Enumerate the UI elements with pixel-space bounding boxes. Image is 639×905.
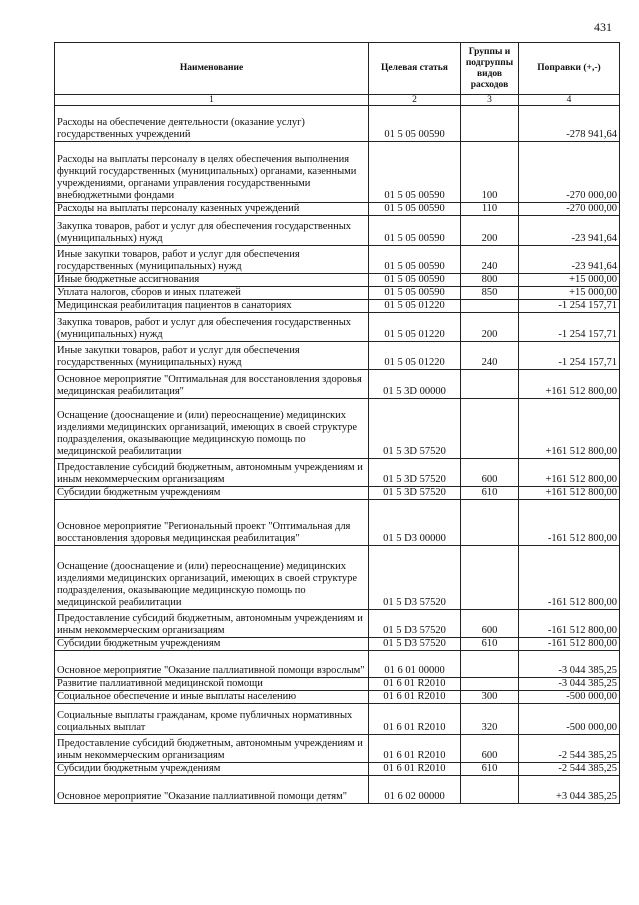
row-name-cell: Расходы на обеспечение деятельности (оказание услуг) государственных учреждений <box>55 106 369 142</box>
row-amount-cell: +161 512 800,00 <box>519 459 620 487</box>
row-code-cell: 01 5 05 00590 <box>369 246 461 274</box>
row-name-cell: Расходы на выплаты персоналу казенных учреждений <box>55 203 369 216</box>
row-name-cell: Предоставление субсидий бюджетным, автономным учреждениям и иным некоммерческим организациям <box>55 459 369 487</box>
row-code-cell: 01 6 01 R2010 <box>369 704 461 735</box>
row-code-cell: 01 6 02 00000 <box>369 776 461 804</box>
row-name-cell: Закупка товаров, работ и услуг для обеспечения государственных (муниципальных) нужд <box>55 216 369 246</box>
row-name-cell: Предоставление субсидий бюджетным, автономным учреждениям и иным некоммерческим организациям <box>55 735 369 763</box>
row-name-cell: Социальные выплаты гражданам, кроме публичных нормативных социальных выплат <box>55 704 369 735</box>
row-amount-cell: -3 044 385,25 <box>519 678 620 691</box>
row-group-cell: 100 <box>461 142 519 203</box>
row-code-cell: 01 6 01 R2010 <box>369 691 461 704</box>
row-code-cell: 01 5 D3 00000 <box>369 500 461 546</box>
row-name-cell: Субсидии бюджетным учреждениям <box>55 638 369 651</box>
header-group: Группы и подгруппы видов расходов <box>461 43 519 95</box>
row-name-cell: Медицинская реабилитация пациентов в санаториях <box>55 300 369 313</box>
column-number-row <box>55 95 620 106</box>
table-row <box>55 342 620 370</box>
row-group-cell <box>461 500 519 546</box>
row-group-cell: 600 <box>461 735 519 763</box>
table-row <box>55 287 620 300</box>
row-group-cell: 800 <box>461 274 519 287</box>
table-row <box>55 678 620 691</box>
row-name-cell: Оснащение (дооснащение и (или) переоснащение) медицинских изделиями медицинских организаций, имеющих в своей структуре подразделения, оказывающие медицинскую помощь по медицинской реабилитации <box>55 546 369 610</box>
header-name: Наименование <box>55 43 369 95</box>
table-row <box>55 546 620 610</box>
row-amount-cell: -500 000,00 <box>519 704 620 735</box>
row-group-cell: 600 <box>461 459 519 487</box>
table-row <box>55 704 620 735</box>
col-number-2: 2 <box>369 95 461 106</box>
table-row <box>55 487 620 500</box>
table-row <box>55 399 620 459</box>
row-name-cell: Основное мероприятие "Региональный проект "Оптимальная для восстановления здоровья медицинская реабилитация" <box>55 500 369 546</box>
table-row <box>55 142 620 203</box>
row-amount-cell: -1 254 157,71 <box>519 342 620 370</box>
row-amount-cell: -161 512 800,00 <box>519 546 620 610</box>
row-code-cell: 01 5 3D 00000 <box>369 370 461 399</box>
row-group-cell: 320 <box>461 704 519 735</box>
row-amount-cell: -1 254 157,71 <box>519 313 620 342</box>
row-code-cell: 01 5 3D 57520 <box>369 487 461 500</box>
row-name-cell: Развитие паллиативной медицинской помощи <box>55 678 369 691</box>
table-row <box>55 216 620 246</box>
row-group-cell <box>461 678 519 691</box>
row-name-cell: Иные бюджетные ассигнования <box>55 274 369 287</box>
row-amount-cell: +161 512 800,00 <box>519 487 620 500</box>
row-amount-cell: +15 000,00 <box>519 287 620 300</box>
table-row <box>55 300 620 313</box>
table-row <box>55 274 620 287</box>
table-row <box>55 691 620 704</box>
row-amount-cell: -500 000,00 <box>519 691 620 704</box>
row-group-cell: 610 <box>461 487 519 500</box>
row-name-cell: Оснащение (дооснащение и (или) переоснащение) медицинских изделиями медицинских организаций, имеющих в своей структуре подразделения, оказывающие медицинскую помощь по медицинской реабилитации <box>55 399 369 459</box>
row-amount-cell: -2 544 385,25 <box>519 735 620 763</box>
col-number-3: 3 <box>461 95 519 106</box>
row-group-cell <box>461 370 519 399</box>
row-name-cell: Основное мероприятие "Оказание паллиативной помощи детям" <box>55 776 369 804</box>
row-code-cell: 01 5 3D 57520 <box>369 399 461 459</box>
header-code: Целевая статья <box>369 43 461 95</box>
table-row <box>55 763 620 776</box>
row-code-cell: 01 5 05 01220 <box>369 342 461 370</box>
row-group-cell: 610 <box>461 763 519 776</box>
row-amount-cell: -23 941,64 <box>519 246 620 274</box>
row-group-cell: 600 <box>461 610 519 638</box>
row-name-cell: Уплата налогов, сборов и иных платежей <box>55 287 369 300</box>
table-row <box>55 776 620 804</box>
row-name-cell: Основное мероприятие "Оказание паллиативной помощи взрослым" <box>55 651 369 678</box>
row-group-cell: 240 <box>461 342 519 370</box>
row-group-cell: 610 <box>461 638 519 651</box>
table-row <box>55 246 620 274</box>
row-group-cell: 300 <box>461 691 519 704</box>
row-amount-cell: -161 512 800,00 <box>519 610 620 638</box>
row-group-cell <box>461 651 519 678</box>
row-amount-cell: -2 544 385,25 <box>519 763 620 776</box>
row-code-cell: 01 5 D3 57520 <box>369 546 461 610</box>
table-row <box>55 651 620 678</box>
row-group-cell: 850 <box>461 287 519 300</box>
row-amount-cell: -270 000,00 <box>519 203 620 216</box>
page-number: 431 <box>594 20 612 34</box>
row-amount-cell: -23 941,64 <box>519 216 620 246</box>
row-amount-cell: -161 512 800,00 <box>519 638 620 651</box>
row-amount-cell: +3 044 385,25 <box>519 776 620 804</box>
row-code-cell: 01 5 05 00590 <box>369 203 461 216</box>
table-row <box>55 500 620 546</box>
row-amount-cell: +161 512 800,00 <box>519 399 620 459</box>
row-group-cell: 200 <box>461 313 519 342</box>
row-name-cell: Субсидии бюджетным учреждениям <box>55 763 369 776</box>
row-amount-cell: -3 044 385,25 <box>519 651 620 678</box>
row-code-cell: 01 6 01 R2010 <box>369 678 461 691</box>
row-name-cell: Иные закупки товаров, работ и услуг для обеспечения государственных (муниципальных) нужд <box>55 342 369 370</box>
row-group-cell <box>461 399 519 459</box>
table-row <box>55 610 620 638</box>
row-code-cell: 01 5 3D 57520 <box>369 459 461 487</box>
row-name-cell: Социальное обеспечение и иные выплаты населению <box>55 691 369 704</box>
row-code-cell: 01 6 01 R2010 <box>369 763 461 776</box>
row-group-cell <box>461 106 519 142</box>
row-code-cell: 01 6 01 R2010 <box>369 735 461 763</box>
row-group-cell <box>461 546 519 610</box>
table-row <box>55 370 620 399</box>
col-number-1: 1 <box>55 95 369 106</box>
budget-table <box>54 42 620 804</box>
row-code-cell: 01 5 05 00590 <box>369 287 461 300</box>
row-name-cell: Иные закупки товаров, работ и услуг для обеспечения государственных (муниципальных) нужд <box>55 246 369 274</box>
row-code-cell: 01 5 05 01220 <box>369 300 461 313</box>
table-row <box>55 106 620 142</box>
row-name-cell: Закупка товаров, работ и услуг для обеспечения государственных (муниципальных) нужд <box>55 313 369 342</box>
row-amount-cell: -161 512 800,00 <box>519 500 620 546</box>
header-amount: Поправки (+,-) <box>519 43 620 95</box>
row-amount-cell: -278 941,64 <box>519 106 620 142</box>
row-code-cell: 01 5 D3 57520 <box>369 638 461 651</box>
table-row <box>55 203 620 216</box>
row-amount-cell: -1 254 157,71 <box>519 300 620 313</box>
row-code-cell: 01 5 05 00590 <box>369 274 461 287</box>
row-name-cell: Расходы на выплаты персоналу в целях обеспечения выполнения функций государственных (муниципальных) органами, казенными учреждениями, органами управления государственными внебюджетными фондами <box>55 142 369 203</box>
row-name-cell: Предоставление субсидий бюджетным, автономным учреждениям и иным некоммерческим организациям <box>55 610 369 638</box>
row-name-cell: Основное мероприятие "Оптимальная для восстановления здоровья медицинская реабилитация" <box>55 370 369 399</box>
row-code-cell: 01 5 05 00590 <box>369 106 461 142</box>
row-amount-cell: +15 000,00 <box>519 274 620 287</box>
row-code-cell: 01 5 05 00590 <box>369 142 461 203</box>
table-row <box>55 638 620 651</box>
row-amount-cell: +161 512 800,00 <box>519 370 620 399</box>
row-group-cell <box>461 776 519 804</box>
row-code-cell: 01 5 05 01220 <box>369 313 461 342</box>
table-row <box>55 459 620 487</box>
header-row <box>55 43 620 95</box>
table-row <box>55 313 620 342</box>
row-code-cell: 01 6 01 00000 <box>369 651 461 678</box>
row-code-cell: 01 5 D3 57520 <box>369 610 461 638</box>
row-group-cell: 240 <box>461 246 519 274</box>
row-amount-cell: -270 000,00 <box>519 142 620 203</box>
row-group-cell: 110 <box>461 203 519 216</box>
row-group-cell <box>461 300 519 313</box>
table-row <box>55 735 620 763</box>
col-number-4: 4 <box>519 95 620 106</box>
row-code-cell: 01 5 05 00590 <box>369 216 461 246</box>
table-body <box>55 106 620 804</box>
row-group-cell: 200 <box>461 216 519 246</box>
row-name-cell: Субсидии бюджетным учреждениям <box>55 487 369 500</box>
